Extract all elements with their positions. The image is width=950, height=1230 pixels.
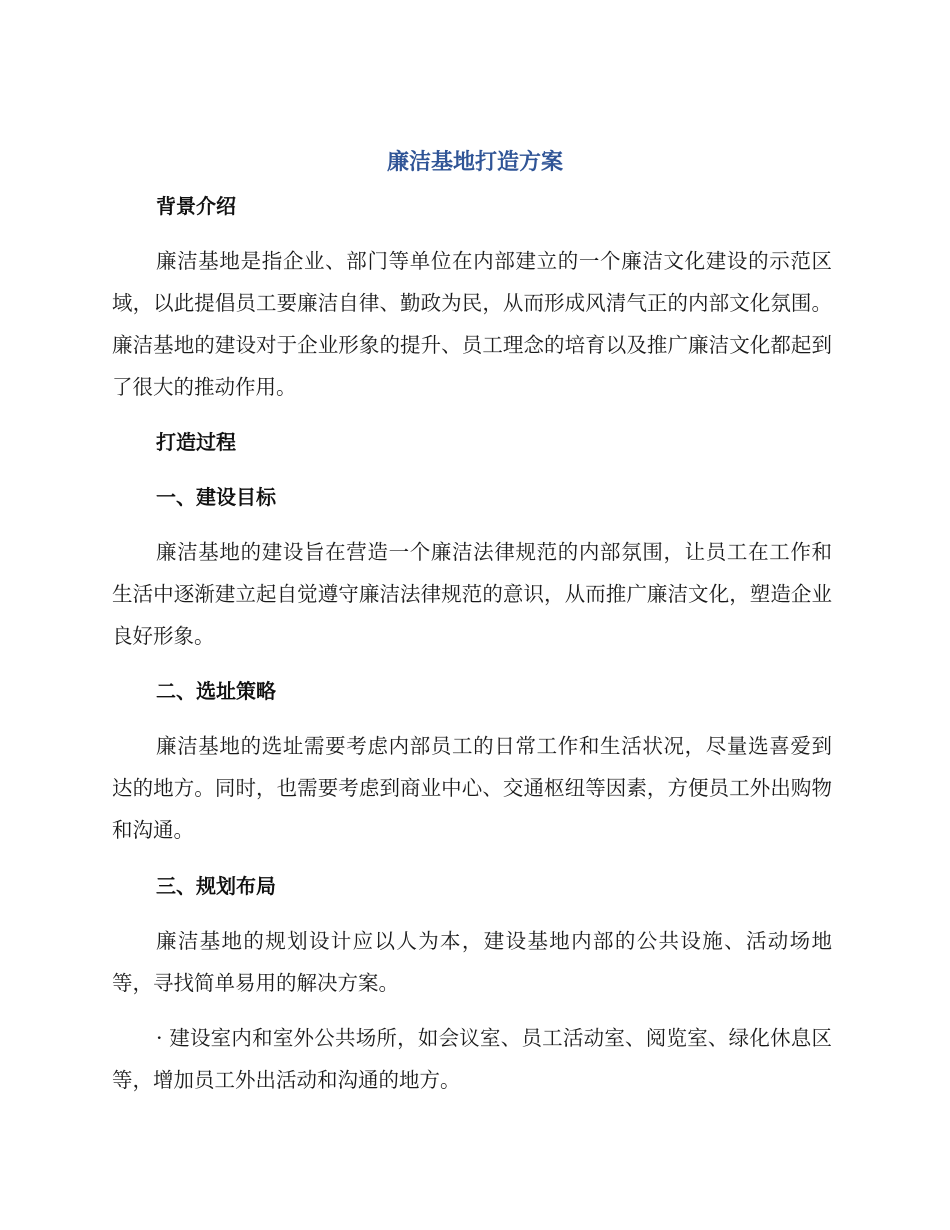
- paragraph-background: 廉洁基地是指企业、部门等单位在内部建立的一个廉洁文化建设的示范区域，以此提倡员工要廉洁自律、勤政为民，从而形成风清气正的内部文化氛围。廉洁基地的建设对于企业形象的提升、员工理念的培育以及推广廉洁文化都起到了很大的推动作用。: [112, 249, 832, 399]
- paragraph-goal: 廉洁基地的建设旨在营造一个廉洁法律规范的内部氛围，让员工在工作和生活中逐渐建立起自觉遵守廉洁法律规范的意识，从而推广廉洁文化，塑造企业良好形象。: [112, 540, 832, 648]
- section-heading-process: 打造过程: [156, 430, 236, 454]
- section-heading-layout: 三、规划布局: [156, 874, 276, 898]
- paragraph-layout-bullet: · 建设室内和室外公共场所，如会议室、员工活动室、阅览室、绿化休息区等，增加员工外出活动和沟通的地方。: [112, 1026, 832, 1092]
- section-heading-goal: 一、建设目标: [156, 485, 276, 509]
- document-title: 廉洁基地打造方案: [386, 150, 563, 175]
- section-heading-background: 背景介绍: [156, 194, 236, 218]
- section-heading-site: 二、选址策略: [156, 679, 276, 703]
- paragraph-site: 廉洁基地的选址需要考虑内部员工的日常工作和生活状况，尽量选喜爱到达的地方。同时，也需要考虑到商业中心、交通枢纽等因素，方便员工外出购物和沟通。: [112, 734, 832, 842]
- paragraph-layout: 廉洁基地的规划设计应以人为本，建设基地内部的公共设施、活动场地等，寻找简单易用的解决方案。: [112, 929, 832, 995]
